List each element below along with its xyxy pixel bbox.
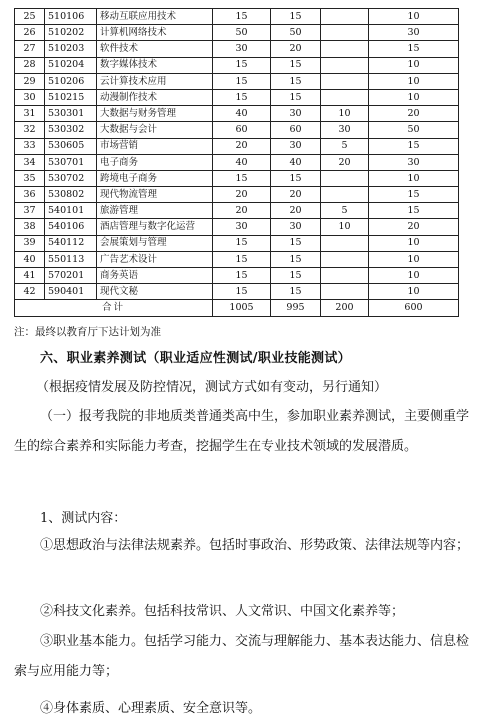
major-code: 550113 <box>45 251 97 267</box>
major-code: 530802 <box>45 187 97 203</box>
plan-c <box>321 251 369 267</box>
table-row <box>15 41 459 57</box>
table-row <box>15 284 459 300</box>
plan-c: 20 <box>321 154 369 170</box>
plan-b: 40 <box>271 154 321 170</box>
plan-b: 20 <box>271 41 321 57</box>
major-name: 软件技术 <box>97 41 213 57</box>
major-code: 510106 <box>45 9 97 25</box>
major-name: 移动互联应用技术 <box>97 9 213 25</box>
row-index: 34 <box>15 154 45 170</box>
table-row <box>15 235 459 251</box>
plan-a: 15 <box>213 251 271 267</box>
plan-c <box>321 284 369 300</box>
major-code: 570201 <box>45 268 97 284</box>
major-name: 跨境电子商务 <box>97 170 213 186</box>
list-item: ③职业基本能力。包括学习能力、交流与理解能力、基本表达能力、信息检索与应用能力等； <box>14 634 470 679</box>
plan-total: 10 <box>369 284 459 300</box>
plan-b: 50 <box>271 25 321 41</box>
major-name: 数字媒体技术 <box>97 57 213 73</box>
major-code: 590401 <box>45 284 97 300</box>
table-row <box>15 89 459 105</box>
plan-a: 40 <box>213 154 271 170</box>
major-name: 市场营销 <box>97 138 213 154</box>
row-index: 27 <box>15 41 45 57</box>
plan-total: 10 <box>369 251 459 267</box>
major-code: 540112 <box>45 235 97 251</box>
plan-c <box>321 41 369 57</box>
row-index: 35 <box>15 170 45 186</box>
row-index: 41 <box>15 268 45 284</box>
plan-total: 15 <box>369 203 459 219</box>
major-name: 大数据与会计 <box>97 122 213 138</box>
plan-total: 10 <box>369 235 459 251</box>
plan-a: 15 <box>213 268 271 284</box>
row-index: 31 <box>15 106 45 122</box>
plan-a: 60 <box>213 122 271 138</box>
table-row <box>15 9 459 25</box>
plan-a: 15 <box>213 170 271 186</box>
plan-a: 15 <box>213 89 271 105</box>
plan-b: 20 <box>271 203 321 219</box>
plan-c: 5 <box>321 203 369 219</box>
plan-a: 20 <box>213 203 271 219</box>
plan-total: 10 <box>369 170 459 186</box>
plan-c <box>321 268 369 284</box>
notice-paragraph: （根据疫情发展及防控情况，测试方式如有变动，另行通知） <box>36 380 388 395</box>
major-code: 530701 <box>45 154 97 170</box>
table-row <box>15 219 459 235</box>
major-code: 510203 <box>45 41 97 57</box>
plan-c: 10 <box>321 106 369 122</box>
plan-b: 30 <box>271 219 321 235</box>
major-name: 电子商务 <box>97 154 213 170</box>
plan-c: 30 <box>321 122 369 138</box>
plan-a: 50 <box>213 25 271 41</box>
plan-total: 15 <box>369 138 459 154</box>
plan-total: 30 <box>369 154 459 170</box>
major-name: 商务英语 <box>97 268 213 284</box>
sub-heading: 1、测试内容： <box>40 511 127 526</box>
row-index: 38 <box>15 219 45 235</box>
plan-b: 15 <box>271 9 321 25</box>
major-name: 旅游管理 <box>97 203 213 219</box>
row-index: 42 <box>15 284 45 300</box>
plan-a: 15 <box>213 57 271 73</box>
enrollment-plan-table <box>14 8 459 317</box>
table-row <box>15 25 459 41</box>
table-row <box>15 138 459 154</box>
total-label: 合计 <box>15 300 213 316</box>
plan-c <box>321 57 369 73</box>
total-c: 200 <box>321 300 369 316</box>
plan-b: 30 <box>271 138 321 154</box>
plan-a: 15 <box>213 235 271 251</box>
plan-total: 10 <box>369 9 459 25</box>
plan-b: 15 <box>271 89 321 105</box>
table-row <box>15 170 459 186</box>
plan-b: 15 <box>271 268 321 284</box>
plan-total: 30 <box>369 25 459 41</box>
plan-c: 5 <box>321 138 369 154</box>
list-item: ②科技文化素养。包括科技常识、人文常识、中国文化素养等； <box>40 604 405 619</box>
row-index: 30 <box>15 89 45 105</box>
row-index: 29 <box>15 73 45 89</box>
plan-a: 30 <box>213 219 271 235</box>
plan-b: 15 <box>271 235 321 251</box>
plan-c <box>321 9 369 25</box>
plan-c: 10 <box>321 219 369 235</box>
major-code: 510204 <box>45 57 97 73</box>
plan-b: 15 <box>271 284 321 300</box>
row-index: 39 <box>15 235 45 251</box>
row-index: 25 <box>15 9 45 25</box>
table-row <box>15 106 459 122</box>
plan-b: 15 <box>271 73 321 89</box>
plan-c <box>321 187 369 203</box>
table-row <box>15 154 459 170</box>
table-row <box>15 187 459 203</box>
plan-total: 10 <box>369 268 459 284</box>
row-index: 32 <box>15 122 45 138</box>
plan-c <box>321 235 369 251</box>
section-heading: 六、职业素养测试（职业适应性测试/职业技能测试） <box>40 351 351 366</box>
row-index: 37 <box>15 203 45 219</box>
row-index: 36 <box>15 187 45 203</box>
plan-c <box>321 89 369 105</box>
list-item: ①思想政治与法律法规素养。包括时事政治、形势政策、法律法规等内容； <box>40 538 470 553</box>
table-note: 注：最终以教育厅下达计划为准 <box>14 326 161 338</box>
plan-total: 15 <box>369 187 459 203</box>
major-name: 酒店管理与数字化运营 <box>97 219 213 235</box>
table-row <box>15 73 459 89</box>
list-item: ④身体素质、心理素质、安全意识等。 <box>40 701 262 716</box>
major-name: 云计算技术应用 <box>97 73 213 89</box>
plan-c <box>321 170 369 186</box>
major-name: 动漫制作技术 <box>97 89 213 105</box>
plan-total: 15 <box>369 41 459 57</box>
major-code: 530605 <box>45 138 97 154</box>
plan-a: 15 <box>213 73 271 89</box>
plan-total: 10 <box>369 73 459 89</box>
table-total-row <box>15 300 459 316</box>
row-index: 33 <box>15 138 45 154</box>
total-sum: 600 <box>369 300 459 316</box>
major-code: 510215 <box>45 89 97 105</box>
row-index: 26 <box>15 25 45 41</box>
row-index: 40 <box>15 251 45 267</box>
major-code: 530302 <box>45 122 97 138</box>
plan-a: 20 <box>213 187 271 203</box>
plan-a: 15 <box>213 9 271 25</box>
plan-total: 20 <box>369 219 459 235</box>
major-code: 530301 <box>45 106 97 122</box>
plan-b: 20 <box>271 187 321 203</box>
table-row <box>15 268 459 284</box>
table-row <box>15 122 459 138</box>
plan-c <box>321 73 369 89</box>
plan-a: 20 <box>213 138 271 154</box>
table-body <box>15 9 459 300</box>
plan-total: 10 <box>369 57 459 73</box>
plan-b: 30 <box>271 106 321 122</box>
major-name: 广告艺术设计 <box>97 251 213 267</box>
total-a: 1005 <box>213 300 271 316</box>
major-code: 530702 <box>45 170 97 186</box>
plan-a: 40 <box>213 106 271 122</box>
major-code: 510202 <box>45 25 97 41</box>
major-code: 540106 <box>45 219 97 235</box>
plan-total: 10 <box>369 89 459 105</box>
intro-paragraph: （一）报考我院的非地质类普通类高中生，参加职业素养测试，主要侧重学生的综合素养和实际能力考查，挖掘学生在专业技术领域的发展潜质。 <box>14 409 470 454</box>
major-code: 510206 <box>45 73 97 89</box>
row-index: 28 <box>15 57 45 73</box>
major-name: 大数据与财务管理 <box>97 106 213 122</box>
table-row <box>15 57 459 73</box>
major-code: 540101 <box>45 203 97 219</box>
plan-total: 20 <box>369 106 459 122</box>
major-name: 现代文秘 <box>97 284 213 300</box>
plan-c <box>321 25 369 41</box>
plan-b: 15 <box>271 170 321 186</box>
plan-a: 15 <box>213 284 271 300</box>
table-row <box>15 203 459 219</box>
table-row <box>15 251 459 267</box>
major-name: 会展策划与管理 <box>97 235 213 251</box>
total-b: 995 <box>271 300 321 316</box>
plan-total: 50 <box>369 122 459 138</box>
major-name: 现代物流管理 <box>97 187 213 203</box>
plan-a: 30 <box>213 41 271 57</box>
plan-b: 15 <box>271 251 321 267</box>
plan-b: 60 <box>271 122 321 138</box>
major-name: 计算机网络技术 <box>97 25 213 41</box>
plan-b: 15 <box>271 57 321 73</box>
